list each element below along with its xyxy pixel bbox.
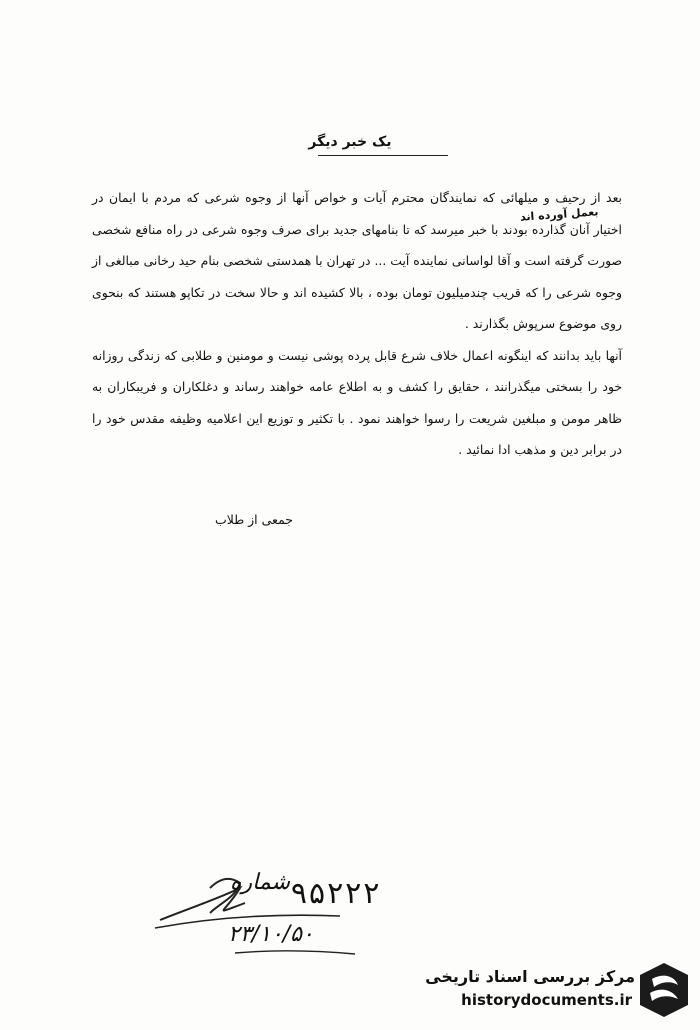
signature-line: جمعی از طلاب xyxy=(215,512,294,527)
archive-logo-icon xyxy=(636,959,692,1021)
title-underline xyxy=(318,155,448,156)
reference-prefix: شماره xyxy=(230,870,291,895)
watermark-title: مرکز بررسی اسناد تاریخی xyxy=(425,967,635,986)
reference-date: ۲۳/۱۰/۵۰ xyxy=(228,922,314,947)
archive-watermark xyxy=(410,955,700,1030)
reference-number: ۹۵۲۲۲ xyxy=(290,876,381,911)
document-title: یک خبر دیگر xyxy=(308,134,392,150)
paragraph-1: بعد از رحیف و میلهائی که نمایندگان محترم آیات و خواص آنها از وجوه شرعی که مردم با ایمان در اختیار آنان گذارده بودند با خبر میرسد که تا بنامهای جدید برای صرف وجوه شرعی در راه منافع شخصی صورت گرفته است و آقا لواسانی نماینده آیت ... در تهران با همدستی شخصی بنام حید رخانی مبالغی از وجوه شرعی را که قریب چندمیلیون تومان بوده ، بالا کشیده اند و حالا سخت در تکاپو هستند که بنحوی روی موضوع سرپوش بگذارند . xyxy=(92,190,622,331)
handwritten-insertion: بعمل آورده اند xyxy=(519,205,599,224)
paragraph-2: آنها باید بدانند که اینگونه اعمال خلاف شرع قابل پرده پوشی نیست و مومنین و طلابی که زندگی روزانه خود را بسختی میگذرانند ، حقایق را کشف و به اطلاع عامه خواهند رساند و دغلکاران و فریبکاران به ظاهر مومن و مبلغین شریعت را رسوا خواهند نمود . با تکثیر و توزیع این اعلامیه وظیفه مقدس خود را در برابر دین و مذهب ادا نمائید . xyxy=(92,347,622,457)
document-body xyxy=(92,182,622,466)
watermark-url: historydocuments.ir xyxy=(461,991,632,1009)
archive-reference-stamp xyxy=(150,858,450,978)
